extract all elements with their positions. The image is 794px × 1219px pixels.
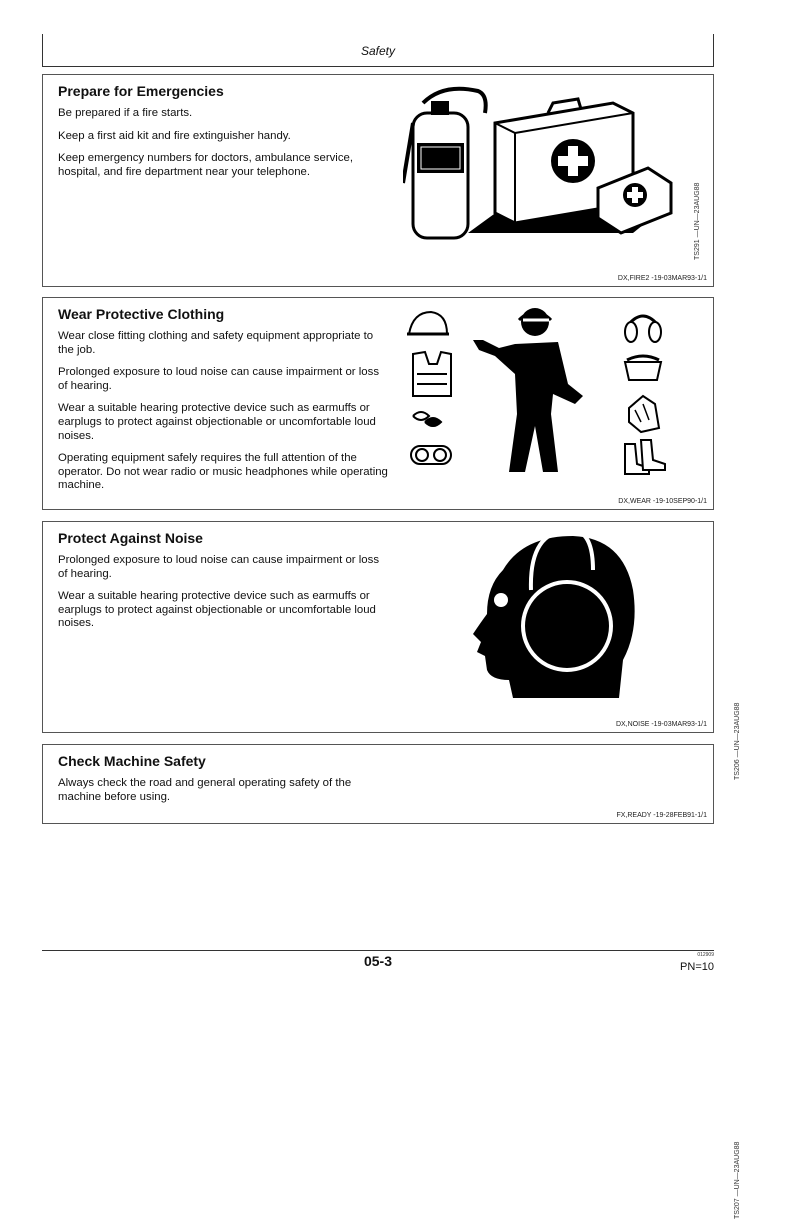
paragraph: Wear a suitable hearing protective device such as earmuffs or earplugs to protect against objectionable or uncomfortable loud noises.: [58, 402, 376, 442]
hearing-protection-head-illustration: [443, 530, 653, 700]
section-prepare-for-emergencies: [42, 74, 714, 287]
section-body: [58, 777, 388, 813]
section-title: Check Machine Safety: [58, 753, 206, 769]
section-body: [58, 330, 388, 502]
section-body: [58, 554, 388, 640]
section-title: Protect Against Noise: [58, 530, 203, 546]
paragraph: Keep a first aid kit and fire extinguisher handy.: [58, 129, 291, 142]
document-id: DX,WEAR -19-10SEP90-1/1: [618, 498, 707, 505]
paragraph: Keep emergency numbers for doctors, ambulance service, hospital, and fire department near your telephone.: [58, 152, 354, 178]
paragraph: Prolonged exposure to loud noise can cause impairment or loss of hearing.: [58, 554, 380, 580]
page-number: 05-3: [363, 953, 393, 969]
document-id: FX,READY -19-28FEB91-1/1: [616, 812, 707, 819]
footer-rule: [42, 950, 714, 951]
document-id: DX,NOISE -19-03MAR93-1/1: [615, 721, 707, 728]
paragraph: Always check the road and general operating safety of the machine before using.: [58, 777, 352, 803]
section-title: Prepare for Emergencies: [58, 83, 224, 99]
paragraph: Wear close fitting clothing and safety equipment appropriate to the job.: [58, 330, 374, 356]
page-header-title: Safety: [360, 44, 396, 58]
figure-code: TS291 —UN—23AUG88: [694, 182, 701, 260]
fire-extinguisher-first-aid-illustration: [403, 83, 673, 248]
section-title: Wear Protective Clothing: [58, 306, 225, 322]
footer-code: 012909: [697, 952, 714, 958]
document-id: DX,FIRE2 -19-03MAR93-1/1: [617, 275, 707, 282]
section-body: [58, 107, 388, 188]
header-rule-bottom: [42, 66, 714, 67]
paragraph: Be prepared if a fire starts.: [58, 107, 193, 119]
figure-code: TS206 —UN—23AUG88: [734, 702, 741, 780]
protective-clothing-illustration: [403, 304, 673, 479]
paragraph: Operating equipment safely requires the full attention of the operator. Do not wear radio or music headphones while operating machine.: [58, 452, 388, 492]
pn-label: PN=10: [680, 961, 714, 973]
paragraph: Prolonged exposure to loud noise can cause impairment or loss of hearing.: [58, 366, 380, 392]
section-check-machine-safety: [42, 744, 714, 824]
figure-code: TS207 —UN—23AUG88: [734, 1141, 741, 1219]
paragraph: Wear a suitable hearing protective device such as earmuffs or earplugs to protect against objectionable or uncomfortable loud noises.: [58, 590, 376, 630]
